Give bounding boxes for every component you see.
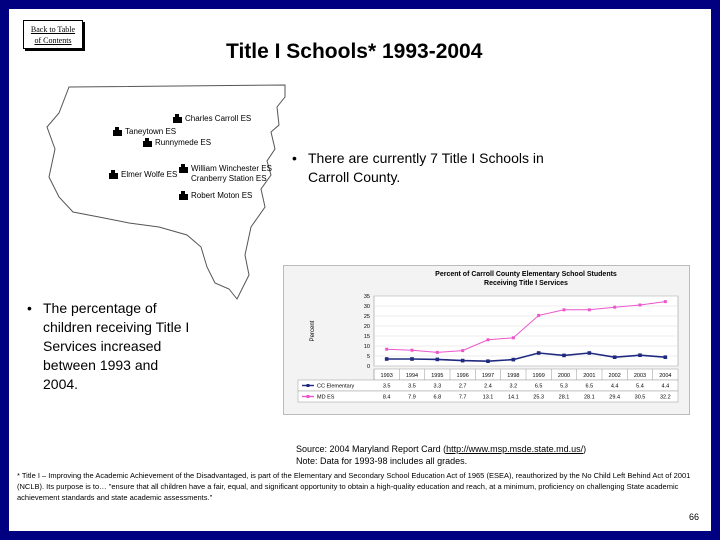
legend-entry: CC Elementary [317, 383, 355, 390]
y-tick-label: 0 [366, 364, 370, 370]
school-icon [173, 114, 182, 123]
page-number: 66 [688, 512, 699, 522]
table-cell: 6.5 [534, 383, 543, 390]
table-cell: 3.5 [408, 383, 416, 390]
data-point-md-es [411, 349, 414, 352]
bullet-text: There are currently 7 Title I Schools in Carroll County. [308, 150, 544, 185]
school-label: Cranberry Station ES [191, 174, 267, 183]
table-cell: 30.5 [634, 394, 646, 401]
table-cell: 6.5 [585, 383, 594, 390]
table-cell: 28.1 [558, 394, 570, 401]
school-label: Robert Moton ES [191, 191, 253, 200]
table-cell: 4.4 [610, 383, 619, 390]
school-label: Runnymede ES [155, 138, 212, 147]
county-map [39, 77, 299, 312]
table-cell: 5.3 [560, 383, 568, 390]
table-cell: 5.4 [636, 383, 644, 390]
x-tick-label: 2002 [608, 373, 621, 379]
table-cell: 32.2 [659, 394, 671, 401]
data-point-cc-elementary [613, 355, 617, 359]
table-cell: 6.8 [433, 394, 442, 401]
legend-swatch-marker [307, 384, 310, 387]
table-cell: 13.1 [482, 394, 494, 401]
data-point-cc-elementary [410, 357, 414, 361]
data-point-cc-elementary [638, 353, 642, 357]
legend-swatch-marker [307, 395, 310, 398]
legend-entry: MD ES [317, 394, 335, 401]
school-robert-moton [179, 191, 252, 200]
county-outline [39, 77, 299, 312]
back-to-contents-link[interactable] [23, 20, 83, 49]
school-taneytown [113, 127, 176, 136]
data-point-cc-elementary [562, 354, 566, 358]
data-point-cc-elementary [512, 358, 516, 362]
school-label: Charles Carroll ES [185, 114, 252, 123]
chart-svg [284, 266, 689, 414]
footnote: * Title I – Improving the Academic Achievement of the Disadvantaged, is part of the Elementary and Secondary School Education Act of 1965 (ESEA), reauthorized by the No Child Left Behind Act of 2001 (NCLB). Its purpose is to… "ensure that all children have a fair, equal, and significant opportunity to obtain a high-quality education and reach, at a minimum, proficiency on challenging State academic achievement standards and state academic assessments." [17, 471, 691, 502]
data-point-md-es [588, 308, 591, 311]
x-tick-label: 1999 [532, 373, 545, 379]
school-icon [109, 170, 118, 179]
school-icon [179, 191, 188, 200]
data-point-md-es [512, 336, 515, 339]
bullet-dot: • [27, 300, 32, 316]
chart-title-line1: Percent of Carroll County Elementary School Students [435, 271, 617, 278]
data-point-md-es [639, 304, 642, 307]
school-icon [113, 127, 122, 136]
data-point-md-es [664, 300, 667, 303]
y-axis-label: Percent [310, 320, 316, 342]
school-label: Elmer Wolfe ES [121, 170, 178, 179]
table-cell: 2.7 [458, 383, 467, 390]
school-icon [143, 138, 152, 147]
school-runnymede [143, 138, 211, 147]
data-point-md-es [461, 349, 464, 352]
data-point-md-es [385, 348, 388, 351]
data-note: Note: Data for 1993-98 includes all grades. [296, 456, 468, 466]
table-cell: 25.3 [533, 394, 545, 401]
table-cell: 8.4 [382, 394, 391, 401]
school-icon [179, 164, 188, 173]
school-label: William Winchester ES [191, 164, 272, 173]
y-tick-label: 15 [363, 334, 370, 340]
data-point-cc-elementary [461, 359, 465, 363]
table-cell: 3.5 [382, 383, 391, 390]
x-tick-label: 1997 [481, 373, 495, 379]
table-cell: 4.4 [661, 383, 670, 390]
data-point-cc-elementary [385, 357, 389, 361]
y-tick-label: 10 [363, 344, 370, 350]
slide [9, 9, 711, 531]
data-point-cc-elementary [436, 358, 440, 362]
source-note [296, 443, 586, 467]
y-tick-label: 20 [363, 324, 370, 330]
x-tick-label: 2000 [557, 373, 571, 379]
school-label: Taneytown ES [125, 127, 177, 136]
x-tick-label: 2001 [583, 373, 596, 379]
data-point-md-es [563, 308, 566, 311]
table-cell: 7.7 [458, 394, 467, 401]
data-point-cc-elementary [537, 351, 541, 355]
x-tick-label: 1996 [456, 373, 469, 379]
table-cell: 2.4 [484, 383, 492, 390]
x-tick-label: 1995 [431, 373, 444, 379]
x-tick-label: 1993 [380, 373, 393, 379]
y-tick-label: 5 [366, 354, 370, 360]
source-suffix: ) [583, 444, 587, 454]
table-cell: 28.1 [583, 394, 595, 401]
table-cell: 14.1 [507, 394, 519, 401]
school-william-winchester [179, 164, 272, 173]
data-point-md-es [537, 314, 540, 317]
y-tick-label: 30 [363, 304, 370, 310]
school-elmer-wolfe [109, 170, 177, 179]
table-cell: 29.4 [609, 394, 621, 401]
data-point-cc-elementary [664, 355, 668, 359]
school-cranberry-station [191, 174, 267, 183]
bullet-schools-count [292, 149, 582, 187]
source-line [296, 443, 586, 455]
data-point-cc-elementary [486, 359, 490, 363]
bullet-text: The percentage of children receiving Title I Services increased between 1993 and 2004. [43, 300, 190, 392]
y-tick-label: 25 [363, 314, 370, 320]
data-point-md-es [613, 306, 616, 309]
page-title: Title I Schools* 1993-2004 [226, 40, 483, 63]
table-cell: 7.9 [408, 394, 416, 401]
x-tick-label: 2004 [659, 373, 672, 379]
table-cell: 3.2 [509, 383, 518, 390]
data-point-md-es [436, 351, 439, 354]
back-link-line1: Back to Table [30, 25, 76, 34]
bullet-percentage [27, 299, 192, 394]
school-charles-carroll [173, 114, 251, 123]
x-tick-label: 1994 [405, 373, 419, 379]
x-tick-label: 2003 [633, 373, 647, 379]
x-tick-label: 1998 [507, 373, 520, 379]
title-i-chart [283, 265, 690, 415]
back-link-line2: of Contents [34, 36, 72, 45]
y-tick-label: 35 [363, 294, 370, 300]
source-prefix: Source: 2004 Maryland Report Card ( [296, 444, 447, 454]
data-point-cc-elementary [588, 351, 592, 355]
data-point-md-es [487, 338, 490, 341]
chart-title-line2: Receiving Title I Services [484, 280, 568, 287]
bullet-dot: • [292, 150, 297, 166]
source-url-link[interactable]: http://www.msp.msde.state.md.us/ [446, 444, 584, 454]
table-cell: 3.3 [433, 383, 442, 390]
